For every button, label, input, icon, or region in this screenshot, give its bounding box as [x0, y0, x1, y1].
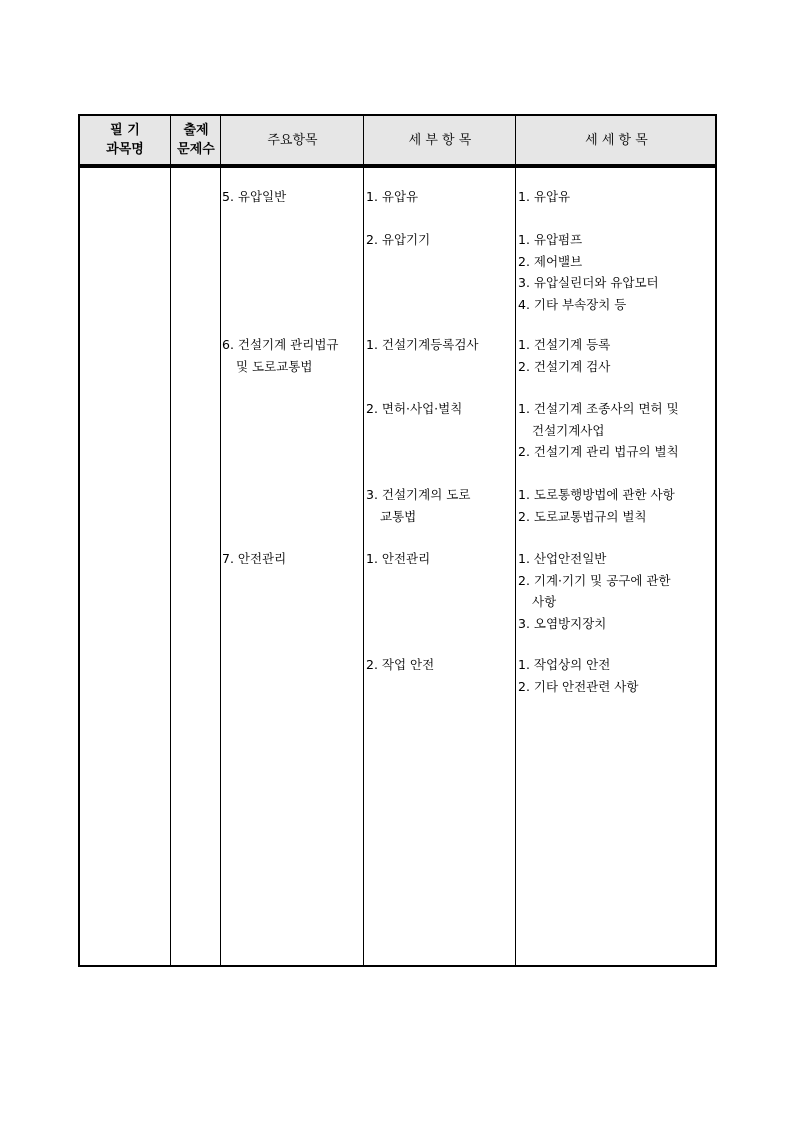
header-major-items: 주요항목 [267, 132, 318, 148]
subdetail-item-cont: 건설기계사업 [532, 422, 605, 438]
major-item-label: 7. 안전관리 [222, 551, 287, 566]
subdetail-group [518, 398, 679, 463]
major-item-hydraulics [222, 186, 286, 208]
major-item-label: 5. 유압일반 [222, 189, 287, 204]
major-item-laws [222, 334, 338, 377]
subdetail-group [518, 484, 675, 527]
detail-item-label: 1. 건설기계등록검사 [366, 337, 479, 352]
subdetail-item: 1. 도로통행방법에 관한 사항 [518, 487, 675, 502]
subdetail-item-cont: 사항 [532, 594, 557, 609]
subdetail-item: 2. 건설기계 관리 법규의 벌칙 [518, 444, 679, 459]
subdetail-item: 2. 건설기계 검사 [518, 358, 611, 374]
header-subdetail-items: 세 세 항 목 [585, 132, 648, 148]
column-divider [170, 116, 171, 965]
header-subject-line1: 필 기 [110, 123, 140, 138]
detail-item-label: 3. 건설기계의 도로 [366, 487, 471, 502]
subdetail-group [518, 229, 659, 315]
detail-item-label: 2. 작업 안전 [366, 657, 435, 672]
header-count-line1: 출제 [183, 123, 209, 138]
header-count-line2: 문제수 [177, 142, 215, 157]
detail-item [366, 548, 430, 570]
header-detail-items: 세 부 항 목 [408, 132, 472, 148]
subdetail-item: 2. 제어밸브 [518, 253, 583, 269]
exam-criteria-table [78, 114, 717, 967]
header-question-count [171, 116, 221, 164]
table-header-row [80, 116, 715, 168]
detail-item [366, 484, 470, 527]
subdetail-item: 3. 유압실린더와 유압모터 [518, 275, 659, 290]
subdetail-group [518, 186, 570, 208]
subdetail-item: 1. 건설기계 조종사의 면허 및 [518, 401, 679, 416]
major-item-safety [222, 548, 286, 570]
subdetail-group [518, 334, 610, 377]
subdetail-item: 1. 유압유 [518, 189, 571, 204]
detail-item [366, 334, 479, 356]
subdetail-item: 2. 기타 안전관련 사항 [518, 678, 639, 694]
detail-item-label: 2. 면허·사업·벌칙 [366, 401, 463, 416]
column-divider [220, 116, 221, 965]
subdetail-item: 1. 산업안전일반 [518, 551, 607, 566]
detail-item-label: 1. 유압유 [366, 189, 419, 204]
subdetail-item: 1. 유압펌프 [518, 232, 583, 247]
subdetail-group [518, 654, 638, 697]
detail-item-label: 1. 안전관리 [366, 551, 431, 566]
detail-item [366, 229, 430, 251]
subdetail-item: 4. 기타 부속장치 등 [518, 296, 627, 312]
header-subject-name [80, 116, 170, 164]
column-divider [515, 116, 516, 965]
subdetail-item: 3. 오염방지장치 [518, 615, 607, 631]
detail-item [366, 398, 462, 420]
major-item-label-cont: 및 도로교통법 [236, 358, 313, 374]
subdetail-item: 1. 건설기계 등록 [518, 337, 611, 352]
detail-item-label: 2. 유압기기 [366, 232, 431, 247]
subdetail-item: 2. 기계·기기 및 공구에 관한 [518, 572, 671, 588]
detail-item [366, 186, 418, 208]
subdetail-group [518, 548, 671, 634]
subdetail-item: 1. 작업상의 안전 [518, 657, 611, 672]
subdetail-item: 2. 도로교통법규의 벌칙 [518, 508, 647, 524]
major-item-label: 6. 건설기계 관리법규 [222, 337, 339, 352]
column-divider [363, 116, 364, 965]
detail-item [366, 654, 434, 676]
detail-item-label-cont: 교통법 [380, 508, 417, 524]
header-subject-line2: 과목명 [106, 142, 144, 157]
